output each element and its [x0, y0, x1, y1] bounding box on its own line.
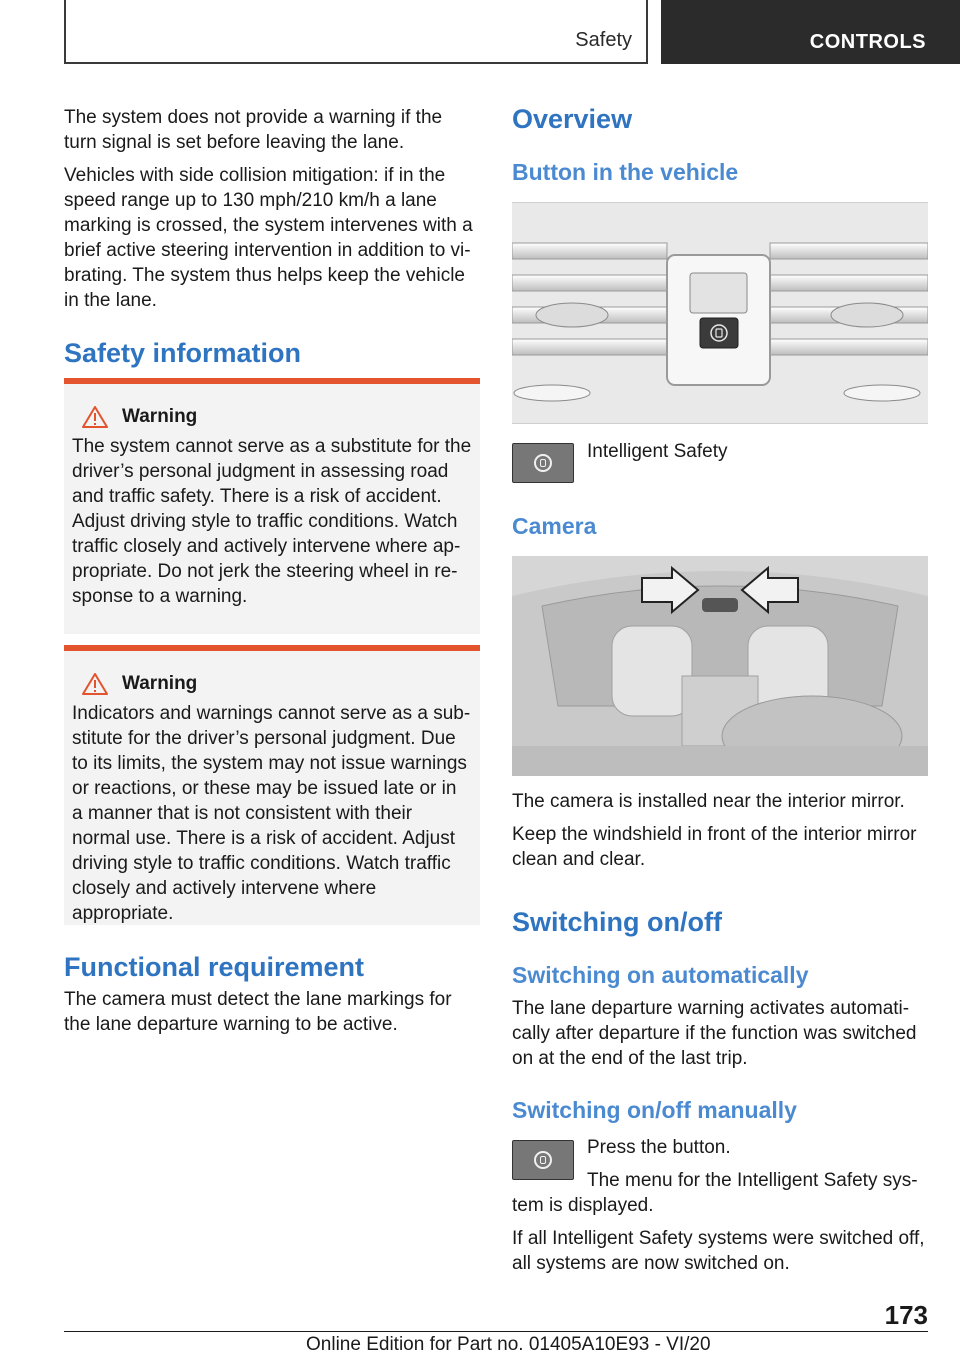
paragraph-side-collision: Vehicles with side collision mitigation: if in the speed range up to 130 mph/210 km/h a lane marking is crossed, the system intervenes with a brief active steering intervention in addition to vi‐brating. The system thus helps keep the vehicle in the lane.	[64, 165, 473, 311]
header-section-label: Safety	[575, 29, 632, 51]
camera-text	[512, 789, 928, 872]
paragraph-turn-signal: The system does not provide a warning if the turn signal is set before leaving the lane.	[64, 107, 443, 153]
warning-box-1	[64, 378, 480, 634]
heading-overview: Overview	[512, 104, 633, 134]
page-number: 173	[884, 1300, 928, 1330]
heading-camera: Camera	[512, 513, 597, 539]
footer-edition: Online Edition for Part no. 01405A10E93 - VI/20	[306, 1334, 711, 1355]
heading-switching-on-off: Switching on/off	[512, 907, 722, 937]
warning-2-title: Warning	[122, 673, 198, 694]
warning-2-text: Indicators and warnings cannot serve as a sub‐stitute for the driver’s personal judgment. Due to its limits, the system may not issue warnings or reactions, or these may be issued late or in a manner that is not consistent with their normal use. There is a risk of accident. Adjust driving style to traffic conditions. Watch traffic closely and actively intervene where appropriate.	[72, 703, 471, 924]
paragraph-auto-activation: The lane departure warning activates automati‐cally after departure if the function was switched on at the end of the last trip.	[512, 998, 917, 1069]
header-chapter-tab	[661, 0, 960, 64]
heading-safety-information: Safety information	[64, 338, 302, 368]
functional-requirement-section	[64, 951, 480, 1037]
paragraph-keep-windshield: Keep the windshield in front of the interior mirror clean and clear.	[512, 824, 917, 870]
label-press-button: Press the button.	[587, 1137, 731, 1158]
warning-triangle-icon	[82, 406, 108, 428]
heading-switching-manually: Switching on/off manually	[512, 1097, 797, 1123]
camera-illustration	[512, 556, 928, 776]
left-column-intro	[64, 105, 480, 313]
heading-switching-on-automatically: Switching on automatically	[512, 962, 809, 988]
header-section-tab	[64, 0, 648, 64]
intelligent-safety-button-icon	[512, 443, 574, 483]
paragraph-functional-requirement: The camera must detect the lane markings for the lane departure warning to be active.	[64, 989, 452, 1035]
vent-panel-drawing	[512, 203, 928, 423]
warning-1-title: Warning	[122, 406, 198, 427]
label-intelligent-safety: Intelligent Safety	[587, 441, 728, 462]
button-panel-illustration	[512, 202, 928, 424]
footer-divider	[64, 1331, 928, 1332]
car-interior-drawing	[512, 556, 928, 776]
warning-box-2	[64, 645, 480, 925]
auto-text-block	[512, 996, 928, 1071]
warning-1-text: The system cannot serve as a substitute for the driver’s personal judgment in assessing road and traffic safety. There is a risk of accident. Adjust driving style to traffic conditions. Watch traffic closely and actively intervene where ap‐propriate. Do not jerk the steering wheel in re‐sponse to a warning.	[72, 436, 472, 607]
heading-functional-requirement: Functional requirement	[64, 952, 365, 982]
warning-triangle-icon	[82, 673, 108, 695]
manual-text-block	[512, 1168, 928, 1276]
paragraph-all-switched-on: If all Intelligent Safety systems were switched off, all systems are now switched on.	[512, 1228, 925, 1274]
paragraph-menu-displayed: The menu for the Intelligent Safety sys‐tem is displayed.	[512, 1170, 918, 1216]
header-chapter-label: CONTROLS	[809, 31, 926, 53]
heading-button-in-vehicle: Button in the vehicle	[512, 159, 739, 185]
paragraph-camera-installed: The camera is installed near the interior mirror.	[512, 791, 905, 812]
